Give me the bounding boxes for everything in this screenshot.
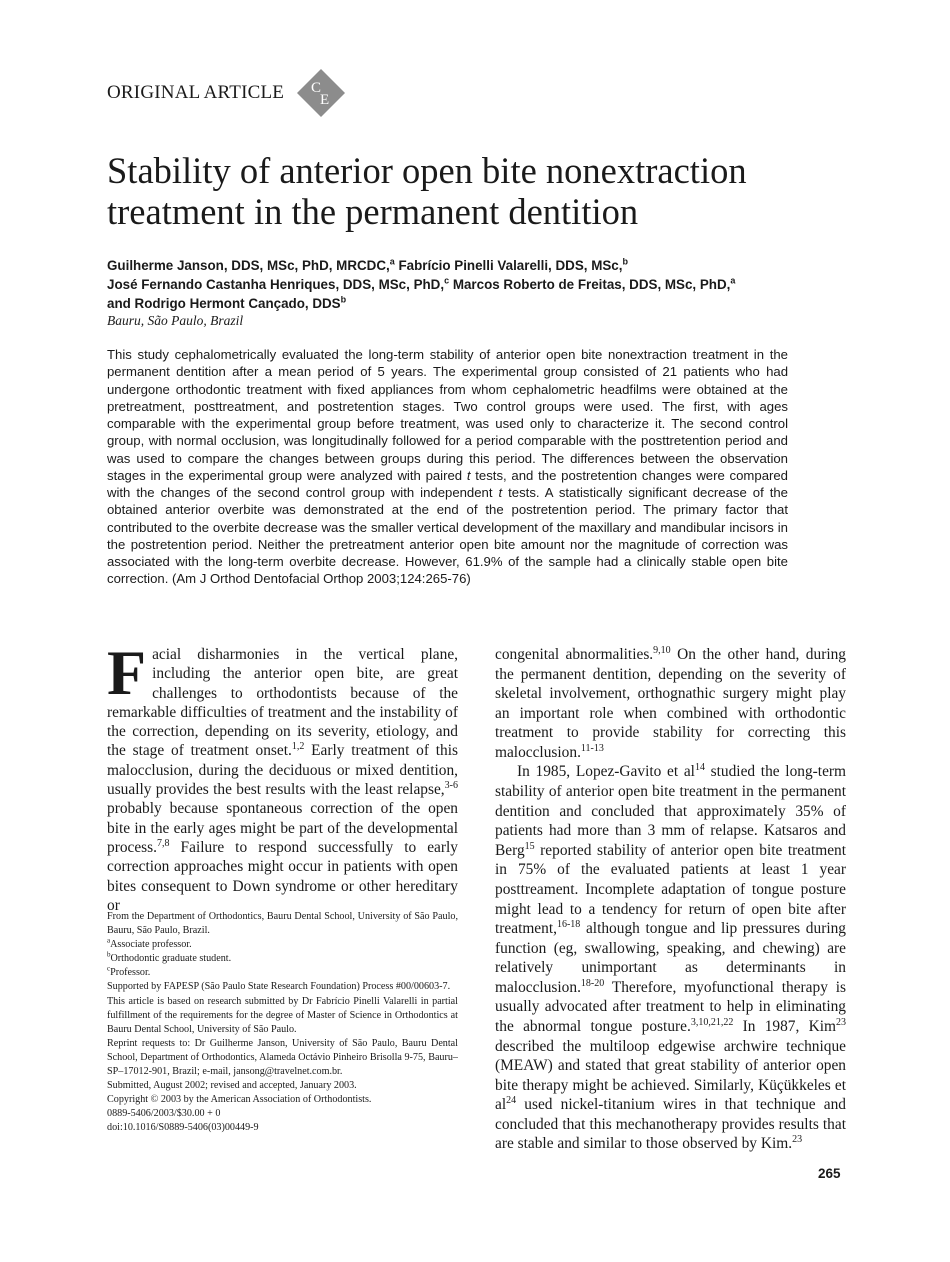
body-text: described the multiloop edgewise archwire technique (MEAW) and stated that great stability of anterior open bite therapy might be achieved. Similarly, Küçükkeles et al [495, 1037, 846, 1114]
author-affil-mark: b [340, 294, 347, 305]
author-list [107, 256, 847, 313]
body-text: Therefore, myofunctional therapy is usually advocated after treatment to help in eliminating the abnormal tongue posture. [495, 978, 846, 1035]
citation: 24 [506, 1095, 517, 1107]
citation: 23 [792, 1134, 803, 1146]
footnote-from: From the Department of Orthodontics, Bauru Dental School, University of São Paulo, Bauru, São Paulo, Brazil. [107, 911, 458, 937]
citation: 11-13 [580, 742, 604, 754]
abstract-italic-t: t [466, 467, 471, 483]
footnote-text: Orthodontic graduate student. [110, 953, 232, 965]
footnote-doi: doi:10.1016/S0889-5406(03)00449-9 [107, 1122, 259, 1134]
author-name: Marcos Roberto de Freitas, DDS, MSc, PhD, [449, 277, 731, 292]
footnote-submitted: Submitted, August 2002; revised and accepted, January 2003. [107, 1080, 357, 1092]
ce-logo-icon [296, 68, 346, 118]
citation: 1,2 [291, 741, 305, 753]
footnote-reprint: Reprint requests to: Dr Guilherme Janson, University of São Paulo, Bauru Dental School, Department of Orthodontics, Alameda Octávio Pinheiro Brisolla 9-75, Bauru–SP–17012-901, Brazil; e-mail, jansong@travelnet.com.br. [107, 1037, 458, 1078]
abstract-italic-t: t [498, 485, 503, 500]
footnote-c [107, 966, 458, 980]
body-text: Early treatment of this malocclusion, during the deciduous or mixed dentition, usually provides the best results with the least relapse, [107, 742, 458, 799]
footnote-mark: b [107, 950, 111, 959]
body-text: used nickel-titanium wires in that technique and concluded that this mechanotherapy provides results that are stable and similar to those observed by Kim. [495, 1096, 846, 1153]
citation: 15 [524, 840, 535, 852]
footnote-mark: c [107, 965, 111, 973]
abstract [107, 346, 788, 588]
body-text: congenital abnormalities. [495, 646, 654, 663]
citation: 3,10,21,22 [690, 1016, 734, 1028]
footnote-text: Associate professor. [110, 939, 192, 951]
logo-letter-c: C [311, 80, 322, 96]
author-name: and Rodrigo Hermont Cançado, DDS [107, 296, 341, 311]
body-text: studied the long-term stability of anterior open bite treatment in the permanent dentition and concluded that approximately 35% of patients had more than 3 mm of relapse. Katsaros and Berg [495, 763, 846, 859]
citation: 7,8 [157, 837, 170, 849]
drop-cap: F [107, 637, 147, 708]
citation: 3-6 [444, 779, 458, 791]
author-affil-mark: b [622, 256, 628, 267]
citation: 9,10 [653, 644, 671, 656]
body-column-left [107, 637, 458, 915]
footnote-a [107, 938, 458, 952]
footnote-copyright: Copyright © 2003 by the American Association of Orthodontists. [107, 1094, 372, 1106]
author-affil-mark: a [389, 256, 395, 267]
author-affil-mark: a [730, 275, 736, 286]
affiliation: Bauru, São Paulo, Brazil [107, 313, 244, 328]
body-text: probably because spontaneous correction of the open bite in the early ages might be part of the developmental process. [107, 800, 458, 856]
footnotes [107, 910, 458, 1136]
footnote-support: Supported by FAPESP (São Paulo State Research Foundation) Process #00/00603-7. [107, 981, 451, 993]
citation: 23 [836, 1016, 846, 1028]
footnote-thesis: This article is based on research submitted by Dr Fabrício Pinelli Valarelli in partial fulfillment of the requirements for the degree of Master of Science in Orthodontics at Bauru Dental School, University of São Paulo. [107, 995, 458, 1035]
body-text: although tongue and lip pressures during function (eg, swallowing, speaking, and chewing) are relatively unimportant as determinants in malocclusion. [495, 920, 846, 996]
body-text: In 1987, Kim [733, 1017, 836, 1035]
citation: 18-20 [580, 977, 605, 989]
citation: 14 [694, 762, 705, 774]
footnote-issn: 0889-5406/2003/$30.00 + 0 [107, 1108, 221, 1120]
body-text: Failure to respond successfully to early correction approaches might occur in patients with open bites consequent to Down syndrome or other hereditary or [107, 838, 458, 914]
section-label: ORIGINAL ARTICLE [107, 82, 285, 103]
abstract-text: This study cephalometrically evaluated the long-term stability of anterior open bite nonextraction treatment in the permanent dentition after a mean period of 5 years. The experimental group consisted of 21 patients who had undergone orthodontic treatment with fixed appliances from whom cephalometric headfilms were obtained at the pretreatment, posttreatment, and postretention stages. Two control groups were used. The first, with ages comparable with the experimental group before treatment, was used only to characterize it. The second control group, with normal occlusion, was longitudinally followed for a period comparable with the posttretention period and was used to compare the changes between groups during this period. The differences between the observation stages in the experimental group were analyzed with paired [107, 347, 788, 483]
author-name: Fabrício Pinelli Valarelli, DDS, MSc, [394, 258, 623, 273]
abstract-text: tests, and the postretention changes were compared with the changes of the second control group with independent [107, 467, 788, 500]
author-affil-mark: c [444, 275, 450, 286]
body-text: On the other hand, during the permanent dentition, depending on the severity of skeletal involvement, orthognathic surgery might play an important role when combined with orthodontic treatment to provide stability for correcting this malocclusion. [495, 646, 846, 761]
body-text: In 1985, Lopez-Gavito et al [517, 763, 695, 781]
author-name: Guilherme Janson, DDS, MSc, PhD, MRCDC, [107, 258, 390, 273]
intro-paragraph [107, 637, 458, 915]
author-name: José Fernando Castanha Henriques, DDS, MSc, PhD, [107, 277, 445, 292]
body-column-right [495, 645, 846, 1154]
body-text: reported stability of anterior open bite treatment in 75% of the evaluated patients at least 1 year posttreament. Incomplete adaptation of tongue posture might lead to a tendency for return of open bite after treatment, [495, 841, 846, 938]
abstract-text: tests. A statistically significant decrease of the obtained anterior overbite was demonstrated at the end of the postretention period. The primary factor that contributed to the overbite decrease was the smaller vertical development of the maxillary and mandibular incisors in the postretention period. Neither the pretreatment anterior open bite amount nor the magnitude of correction was associated with the long-term overbite decrease. However, 61.9% of the sample had a clinically stable open bite correction. (Am J Orthod Dentofacial Orthop 2003;124:265-76) [107, 485, 788, 587]
page-number: 265 [818, 1166, 841, 1181]
citation: 16-18 [556, 918, 581, 930]
body-text: acial disharmonies in the vertical plane, including the anterior open bite, are great challenges to orthodontists because of the remarkable difficulties of treatment and the instability of the correction, depending on its severity, etiology, and the stage of treatment onset. [107, 646, 458, 760]
body-paragraph [495, 645, 846, 762]
body-paragraph [495, 762, 846, 1154]
footnote-b [107, 952, 458, 966]
footnote-text: Professor. [110, 967, 151, 979]
article-title: Stability of anterior open bite nonextraction treatment in the permanent dentition [107, 150, 747, 232]
footnote-mark: a [107, 936, 111, 945]
logo-letter-e: E [320, 92, 330, 108]
